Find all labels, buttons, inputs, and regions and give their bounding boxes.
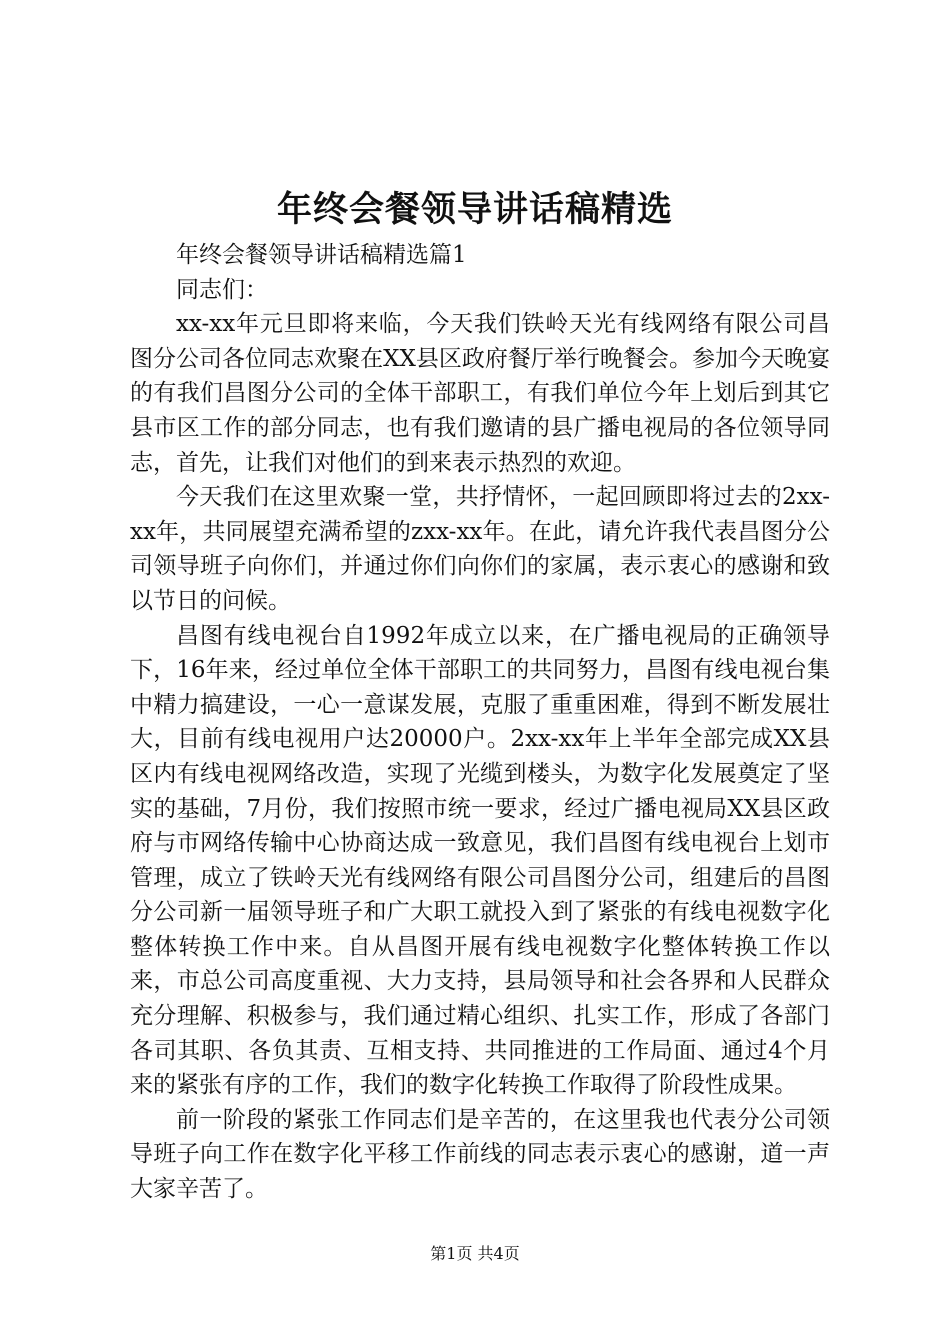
page-footer: 第1页 共4页 (430, 1244, 520, 1263)
paragraph-2: 今天我们在这里欢聚一堂，共抒情怀，一起回顾即将过去的2xx-xx年，共同展望充满希望的zxx-xx年。在此，请允许我代表昌图分公司领导班子向你们，并通过你们向你们的家属，表示衷心的感谢和致以节日的问候。 (130, 484, 830, 614)
salutation: 同志们： (176, 276, 268, 303)
paragraph-4: 前一阶段的紧张工作同志们是辛苦的，在这里我也代表分公司领导班子向工作在数字化平移工作前线的同志表示衷心的感谢，道一声大家辛苦了。 (130, 1106, 830, 1203)
paragraph-3: 昌图有线电视台自1992年成立以来，在广播电视局的正确领导下，16年来，经过单位全体干部职工的共同努力，昌图有线电视台集中精力搞建设，一心一意谋发展，克服了重重困难，得到不断发展壮大，目前有线电视用户达20000户。2xx-xx年上半年全部完成XX县区内有线电视网络改造，实现了光缆到楼头，为数字化发展奠定了坚实的基础，7月份，我们按照市统一要求，经过广播电视局XX县区政府与市网络传输中心协商达成一致意见，我们昌图有线电视台上划市管理，成立了铁岭天光有线网络有限公司昌图分公司，组建后的昌图分公司新一届领导班子和广大职工就投入到了紧张的有线电视数字化整体转换工作中来。自从昌图开展有线电视数字化整体转换工作以来，市总公司高度重视、大力支持，县局领导和社会各界和人民群众充分理解、积极参与，我们通过精心组织、扎实工作，形成了各部门各司其职、各负其责、互相支持、共同推进的工作局面、通过4个月来的紧张有序的工作，我们的数字化转换工作取得了阶段性成果。 (130, 622, 830, 1099)
section-heading: 年终会餐领导讲话稿精选篇1 (176, 242, 467, 268)
document-body (130, 238, 830, 1207)
paragraph-1: xx-xx年元旦即将来临，今天我们铁岭天光有线网络有限公司昌图分公司各位同志欢聚在XX县区政府餐厅举行晚餐会。参加今天晚宴的有我们昌图分公司的全体干部职工，有我们单位今年上划后到其它县市区工作的部分同志，也有我们邀请的县广播电视局的各位领导同志，首先，让我们对他们的到来表示热烈的欢迎。 (130, 311, 830, 476)
document-title: 年终会餐领导讲话稿精选 (276, 189, 673, 230)
